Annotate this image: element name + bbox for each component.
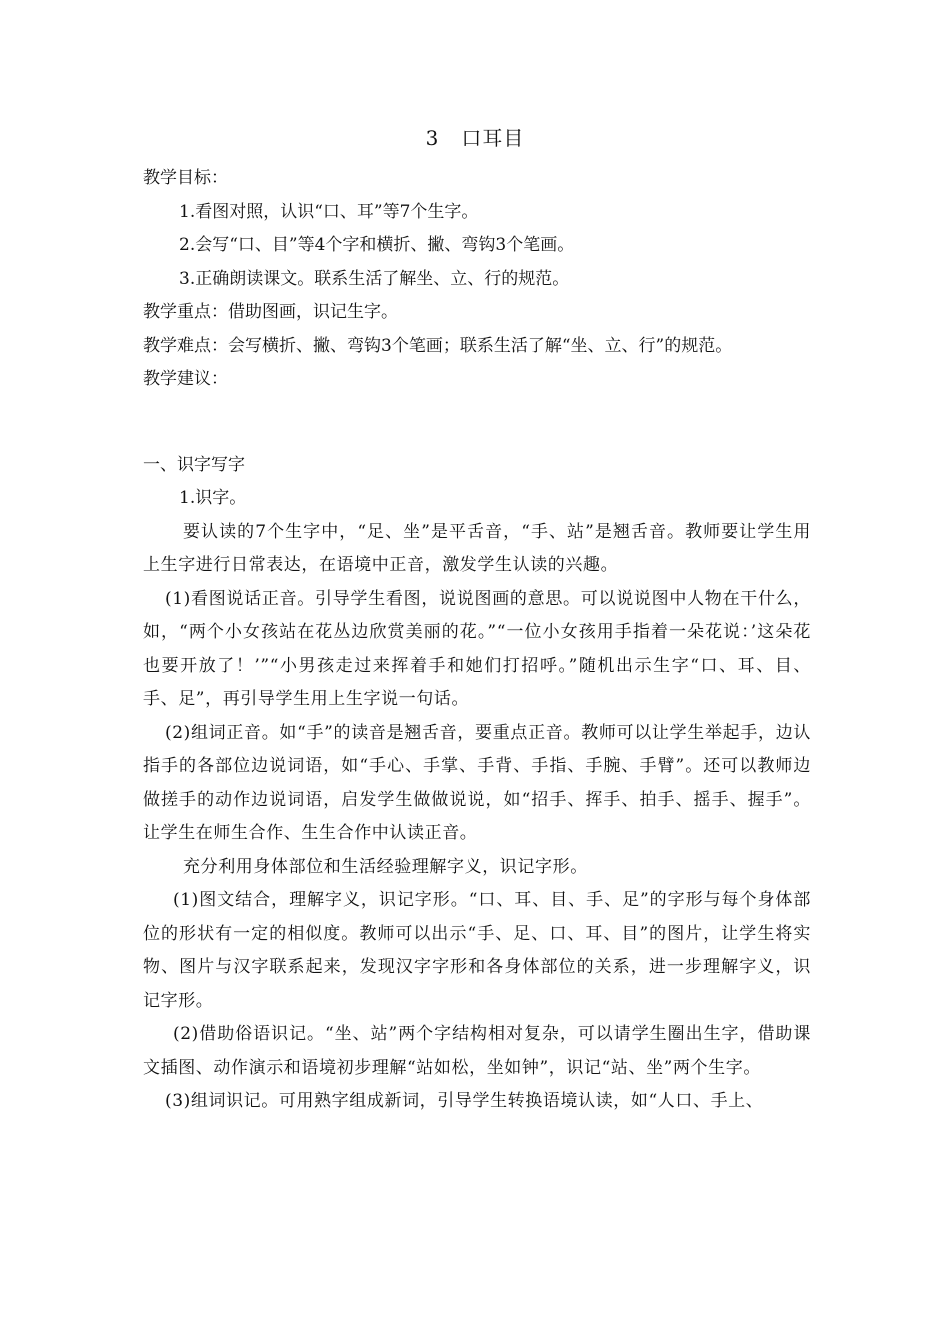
key-points: 教学重点：借助图画，识记生字。 [143,302,398,322]
section1-p6: (3)组词识记。可用熟字组成新词，引导学生转换语境认读，如“人口、手上、 [165,1091,764,1111]
lesson-title [0,124,950,152]
section1-p4: (1)图文结合，理解字义，识记字形。“口、耳、目、手、足”的字形与每个身体部位的形状有一定的相似度。教师可以出示“手、足、口、耳、目”的图片，让学生将实物、图片与汉字联系起来，发现汉字字形和各身体部位的关系，进一步理解字义，识记字形。 [143,890,811,1011]
section1-p3: 充分利用身体部位和生活经验理解字义，识记字形。 [183,856,588,877]
section1-p5: (2)借助俗语识记。“坐、站”两个字结构相对复杂，可以请学生圈出生字，借助课文插图、动作演示和语境初步理解“站如松，坐如钟”，识记“站、坐”两个生字。 [143,1024,811,1078]
lesson-title-text: 口耳目 [461,126,525,150]
spacer [143,397,811,449]
section1-p2: (2)组词正音。如“手”的读音是翘舌音，要重点正音。教师可以让学生举起手，边认指手的各部位边说词语，如“手心、手掌、手背、手指、手腕、手臂”。还可以教师边做搓手的动作边说词语，启发学生做做说说，如“招手、挥手、拍手、摇手、握手”。让学生在师生合作、生生合作中认读正音。 [143,722,811,843]
section1-p1: (1)看图说话正音。引导学生看图，说说图画的意思。可以说说图中人物在干什么，如，“两个小女孩站在花丛边欣赏美丽的花。”“一位小女孩用手指着一朵花说：’这朵花也要开放了！’”“小男孩走过来挥着手和她们打招呼。”随机出示生字“口、耳、目、手、足”，再引导学生用上生字说一句话。 [143,588,811,709]
section1-intro: 要认读的7个生字中，“足、坐”是平舌音，“手、站”是翘舌音。教师要让学生用上生字进行日常表达，在语境中正音，激发学生认读的兴趣。 [143,521,811,575]
document-body [143,162,811,1119]
objective-item-2: 2.会写“口、目”等4个字和横折、撇、弯钩3个笔画。 [179,235,575,255]
objective-item-1: 1.看图对照，认识“口、耳”等7个生字。 [179,201,479,222]
section1-sub1: 1.识字。 [179,488,247,508]
section1-heading: 一、识字写字 [143,454,245,475]
suggestions-heading: 教学建议： [143,369,228,389]
difficulties: 教学难点：会写横折、撇、弯钩3个笔画；联系生活了解“坐、立、行”的规范。 [143,335,733,356]
objectives-heading: 教学目标： [143,168,228,188]
lesson-number: 3 [425,126,440,150]
objective-item-3: 3.正确朗读课文。联系生活了解坐、立、行的规范。 [179,268,570,289]
